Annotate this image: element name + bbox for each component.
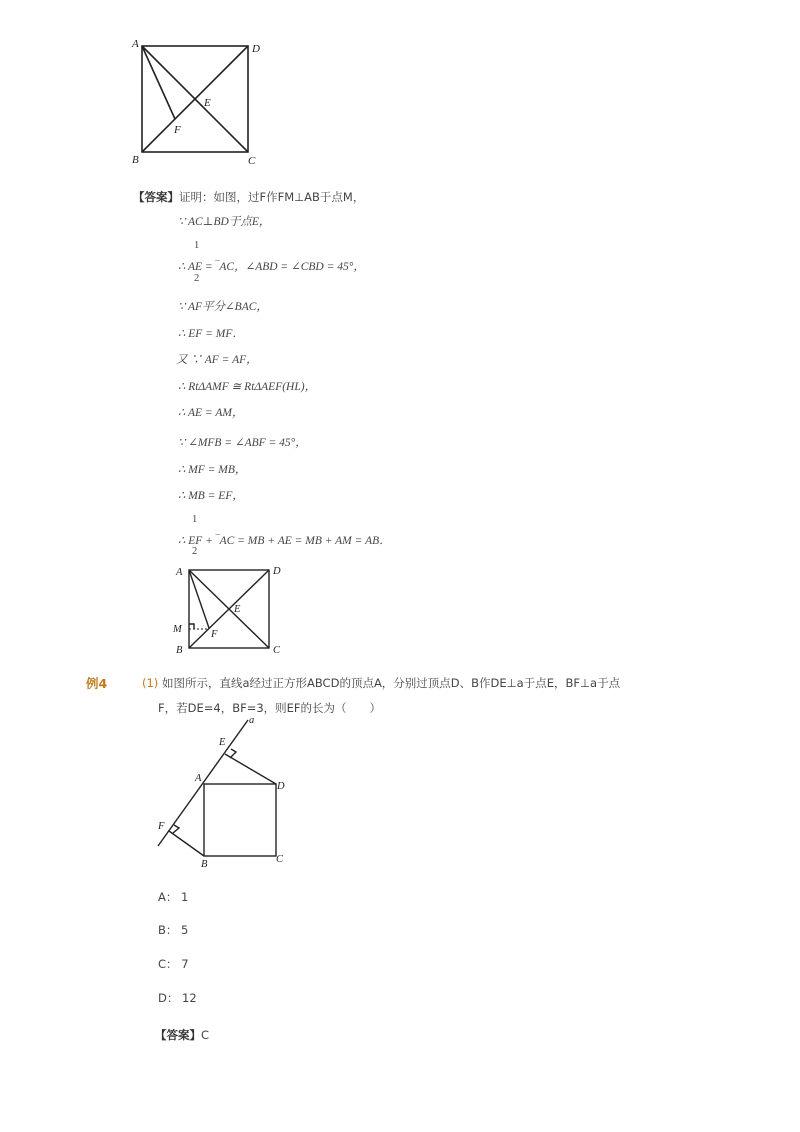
final-answer-value: C	[201, 1028, 210, 1042]
question-text-1: 如图所示，直线a经过正方形ABCD的顶点A，分别过顶点D、B作DE⊥a于点E，BF⊥a于点	[161, 676, 621, 690]
proof-step-9: ∴ MF = MB，	[178, 464, 247, 476]
final-answer	[155, 1024, 209, 1043]
fig1-label-A: A	[132, 38, 139, 50]
fig1-label-D: D	[252, 43, 260, 55]
fig2-label-E: E	[234, 604, 241, 615]
example-part: (1)	[142, 676, 159, 690]
fig1-label-B: B	[132, 154, 139, 166]
choice-b-key: B：	[158, 923, 178, 937]
choice-c[interactable]	[158, 956, 189, 972]
fig2-label-F: F	[211, 629, 218, 640]
proof-step-8: ∵ ∠MFB = ∠ABF = 45°，	[178, 437, 307, 449]
fig2-label-C: C	[273, 645, 281, 656]
choice-d-value: 12	[182, 991, 197, 1005]
frac-1-denominator: 2	[194, 273, 200, 284]
fig1-label-C: C	[248, 155, 256, 167]
answer-intro-line	[133, 186, 364, 205]
example-question-line1	[142, 675, 620, 691]
choice-a-value: 1	[181, 890, 189, 904]
choice-c-key: C：	[158, 957, 178, 971]
figure-square-with-M	[170, 562, 288, 658]
answer-intro: 证明：如图，过F作FM⊥AB于点M，	[179, 190, 365, 204]
proof-step-11: ∴ EF + ‾AC = MB + AE = MB + AM = AB．	[178, 535, 391, 547]
choice-c-value: 7	[181, 957, 189, 971]
proof-step-4: ∴ EF = MF．	[178, 328, 244, 340]
frac-2-numerator: 1	[192, 514, 198, 525]
choice-d-key: D：	[158, 991, 179, 1005]
choice-b-value: 5	[181, 923, 189, 937]
proof-step-7: ∴ AE = AM，	[178, 407, 244, 419]
final-answer-label: 【答案】	[155, 1028, 201, 1042]
fig1-label-F: F	[174, 124, 181, 136]
fig3-label-F: F	[158, 821, 165, 832]
figure-square-diagonals	[128, 36, 268, 168]
choice-b[interactable]	[158, 922, 188, 938]
fig2-label-A: A	[176, 567, 183, 578]
frac-2-denominator: 2	[192, 546, 198, 557]
proof-step-1: ∵ AC⊥BD于点E，	[178, 216, 271, 228]
choice-d[interactable]	[158, 990, 197, 1006]
fig3-label-A: A	[195, 773, 202, 784]
proof-step-10: ∴ MB = EF，	[178, 490, 244, 502]
proof-step-2: ∴ AE = ‾AC，∠ABD = ∠CBD = 45°，	[178, 261, 365, 273]
question-text-2: F，若DE=4，BF=3，则EF的长为（ ）	[158, 701, 382, 715]
fig1-label-E: E	[204, 97, 211, 109]
fig2-label-D: D	[273, 566, 281, 577]
proof-step-5: 又 ∵ AF = AF，	[176, 354, 258, 366]
proof-step-3: ∵ AF平分∠BAC，	[178, 301, 268, 313]
figure-line-through-square	[150, 712, 300, 872]
fig2-label-M: M	[173, 624, 182, 635]
fig3-label-C: C	[276, 854, 284, 865]
fig3-label-a: a	[249, 715, 255, 726]
fig3-label-B: B	[201, 859, 208, 870]
fig2-label-B: B	[176, 645, 183, 656]
fig3-label-E: E	[219, 737, 226, 748]
frac-1-numerator: 1	[194, 240, 200, 251]
answer-label: 【答案】	[133, 190, 179, 204]
choice-a[interactable]	[158, 889, 188, 905]
choice-a-key: A：	[158, 890, 178, 904]
proof-step-6: ∴ RtΔAMF ≅ RtΔAEF(HL)，	[178, 381, 317, 393]
example-label: 例4	[86, 676, 108, 691]
fig3-label-D: D	[277, 781, 285, 792]
